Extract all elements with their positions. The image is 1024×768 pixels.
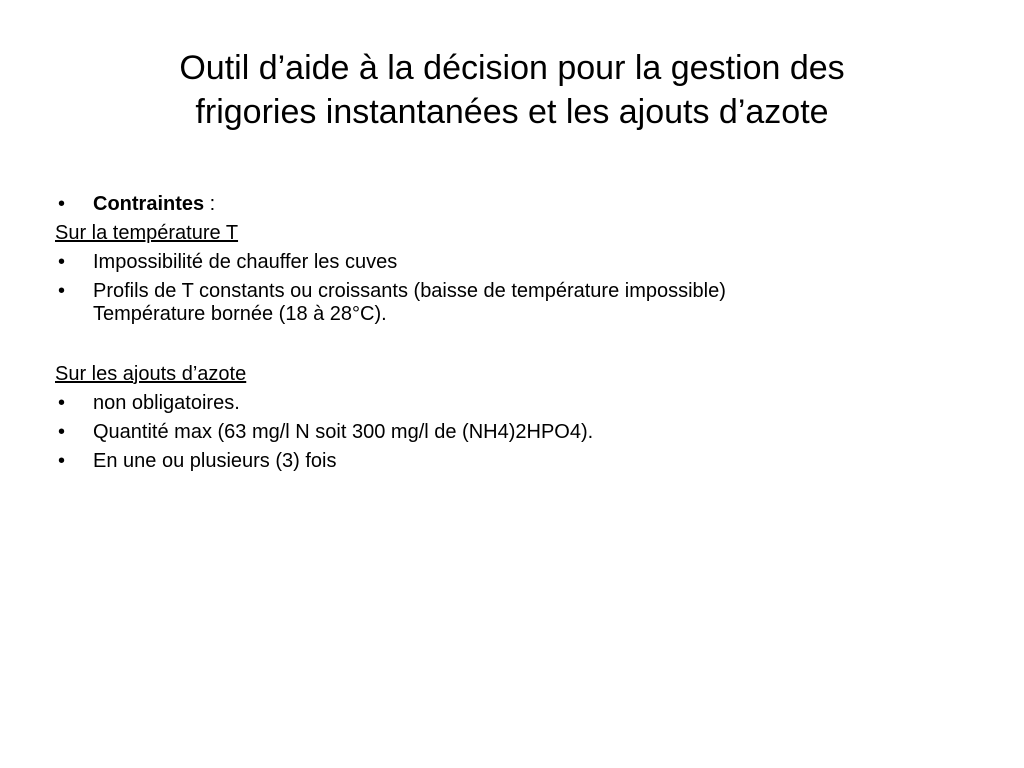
- temperature-continuation: Température bornée (18 à 28°C).: [93, 303, 387, 325]
- azote-item-1: [55, 389, 955, 418]
- azote-item-2: [55, 418, 955, 447]
- contraintes-suffix: :: [204, 193, 216, 215]
- bullet-glyph: •: [58, 450, 66, 472]
- temperature-item-1: [55, 248, 955, 277]
- bullet-glyph: •: [58, 280, 66, 302]
- azote-item-3: [55, 447, 955, 476]
- azote-item-text: non obligatoires.: [93, 392, 240, 414]
- bullet-glyph: •: [58, 251, 66, 273]
- bullet-glyph: •: [58, 421, 66, 443]
- contraintes-text: [55, 190, 955, 219]
- title-line-1: Outil d’aide à la décision pour la gestion des: [179, 49, 845, 87]
- temperature-item-text: Impossibilité de chauffer les cuves: [93, 251, 398, 273]
- contraintes-label: Contraintes: [93, 193, 205, 215]
- contraintes-item: [55, 190, 955, 219]
- title-line-2: frigories instantanées et les ajouts d’azote: [195, 93, 829, 131]
- temperature-item-text: Profils de T constants ou croissants (baisse de température impossible): [93, 280, 726, 302]
- bullet-glyph: •: [58, 392, 66, 414]
- bullet-glyph: •: [58, 193, 66, 215]
- azote-item-text: Quantité max (63 mg/l N soit 300 mg/l de (NH4)2HPO4).: [93, 421, 594, 443]
- slide-body: [55, 190, 955, 476]
- temperature-heading: Sur la température T: [55, 222, 239, 244]
- spacer: [55, 326, 955, 360]
- slide-title: [62, 46, 962, 134]
- azote-heading: Sur les ajouts d’azote: [55, 363, 247, 385]
- azote-item-text: En une ou plusieurs (3) fois: [93, 450, 337, 472]
